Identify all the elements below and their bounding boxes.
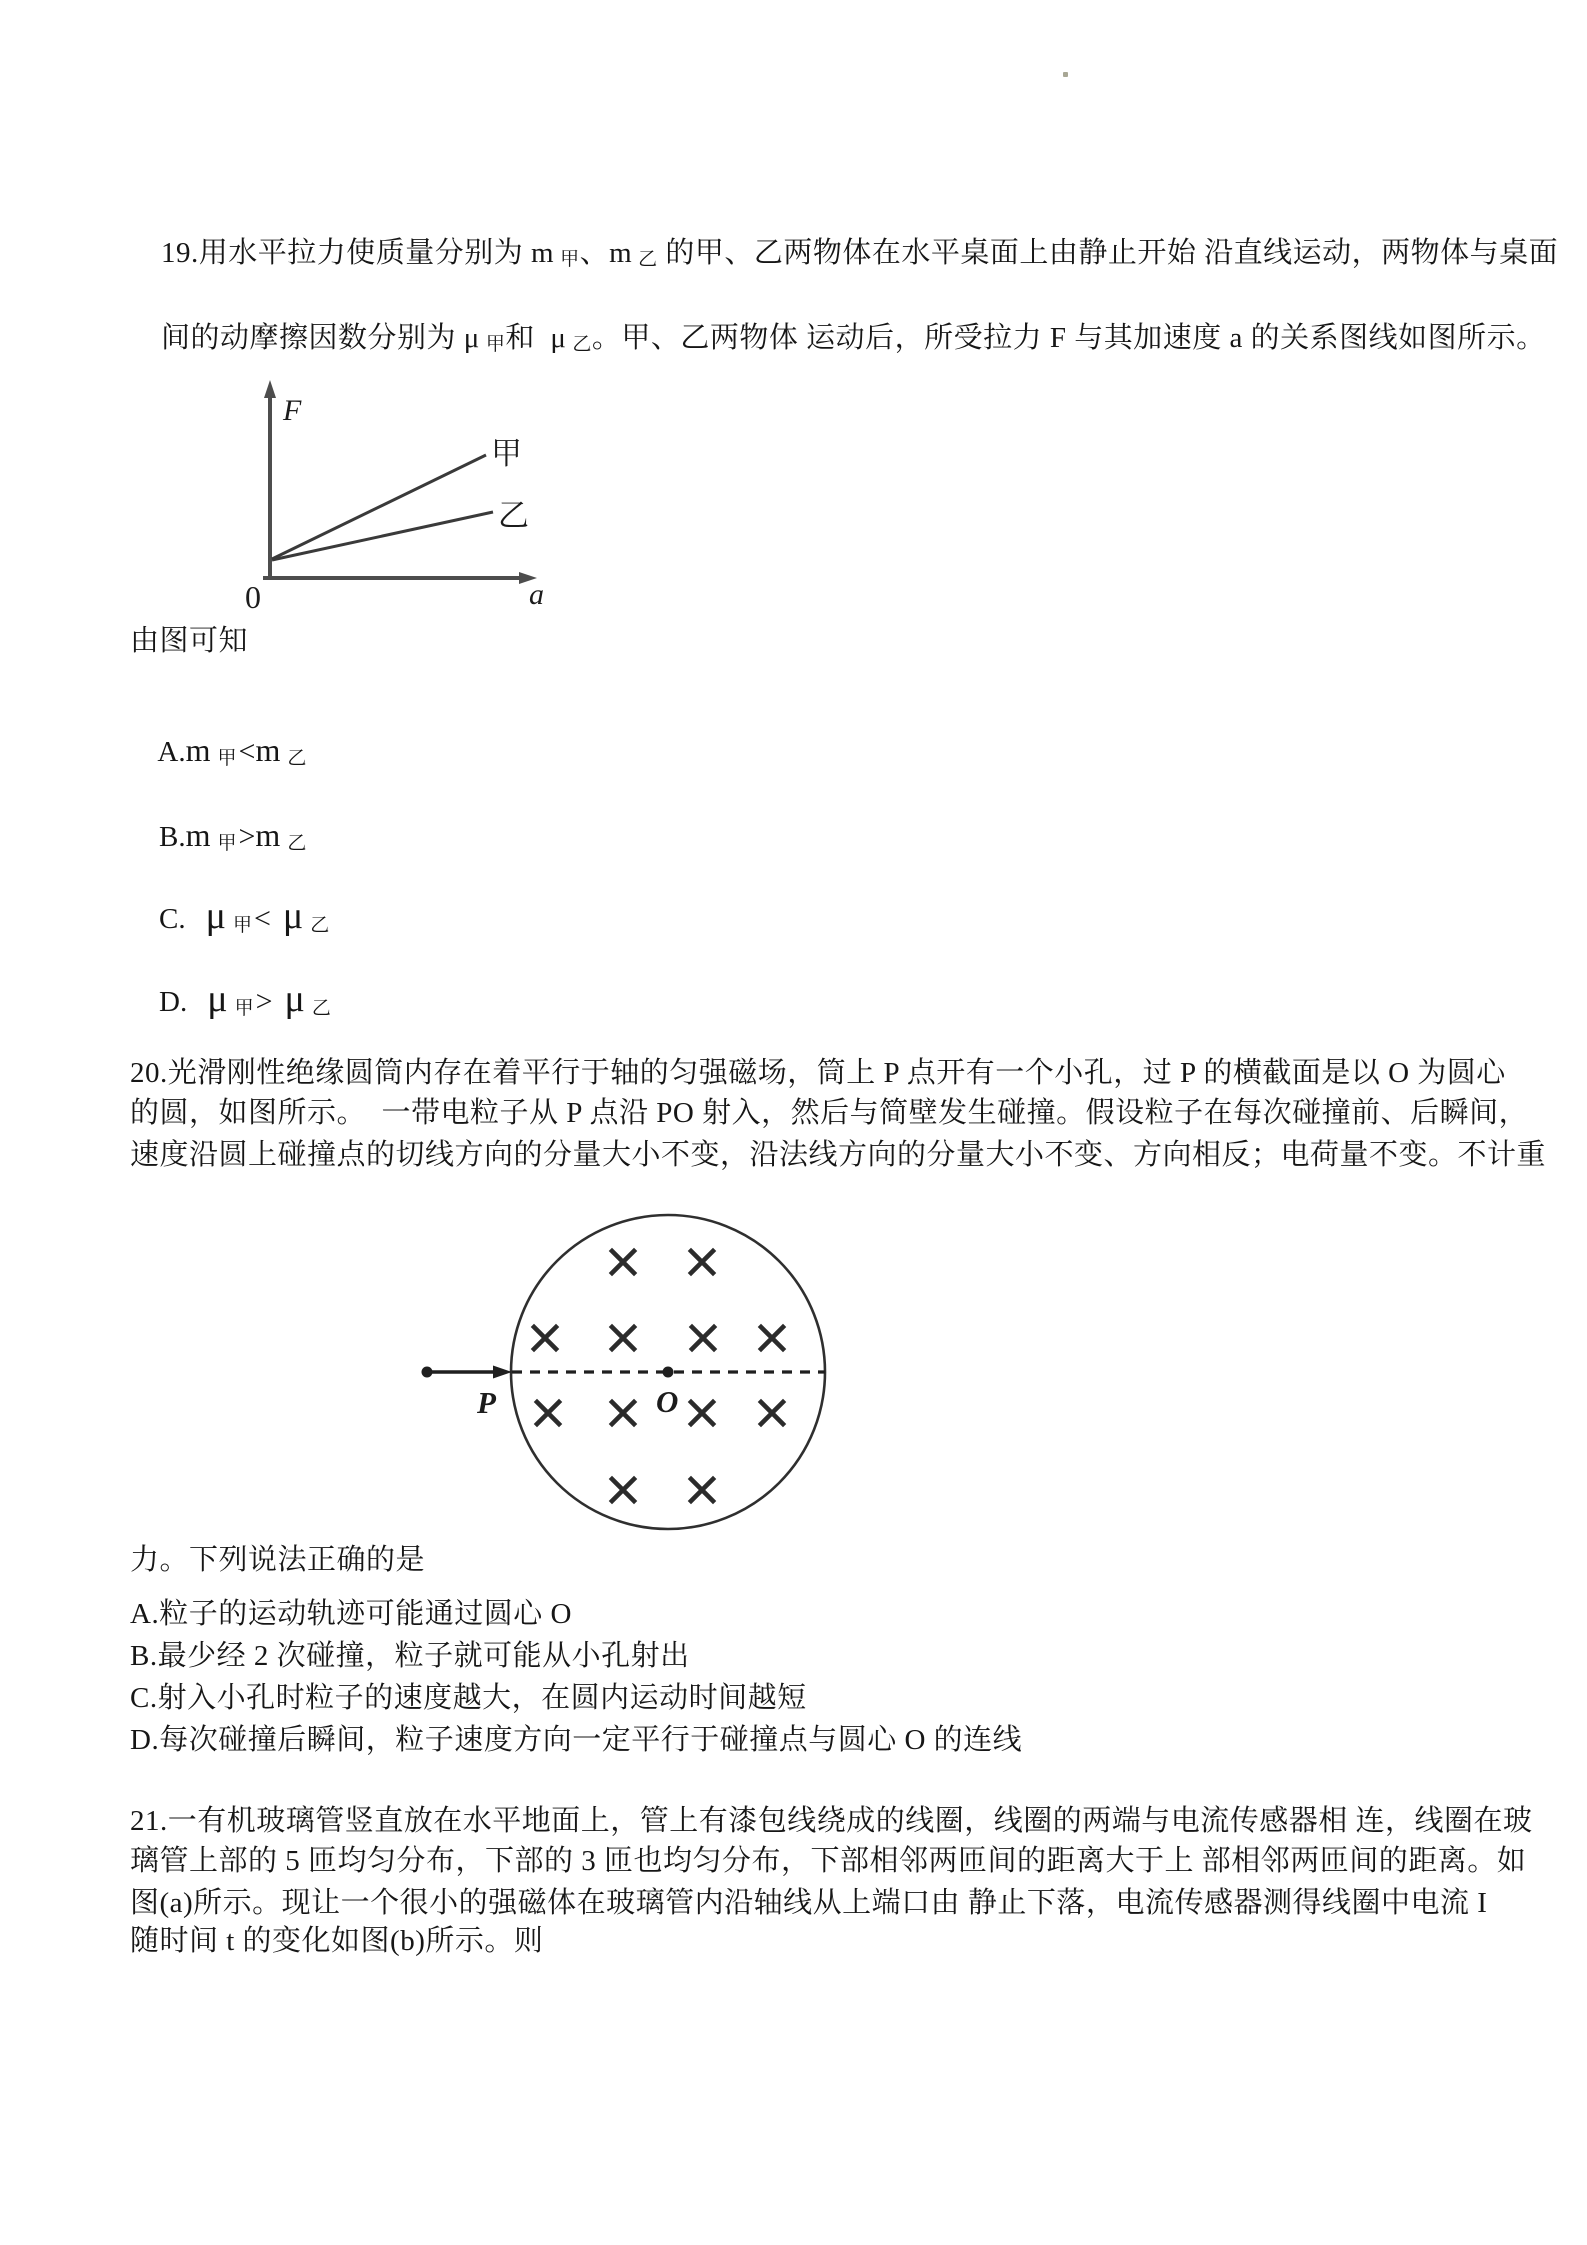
q19-stem-line2-text3: 。甲、乙两物体 运动后，所受拉力 F 与其加速度 a 的关系图线如图所示。	[591, 322, 1546, 354]
q19-stem-line1-text2: 、m	[579, 237, 633, 269]
q19-option-c-mu1: μ	[205, 895, 226, 937]
q19-option-b-var2: m	[255, 817, 281, 853]
q21-stem-line3: 图(a)所示。现让一个很小的强磁体在玻璃管内沿轴线从上端口由 静止下落，电流传感器测得线圈中电流 I	[130, 1887, 1488, 1919]
q21-stem-line1: 21.一有机玻璃管竖直放在水平地面上，管上有漆包线绕成的线圈，线圈的两端与电流传感器相 连，线圈在玻	[130, 1805, 1533, 1837]
q19-option-a-var1: m	[185, 732, 211, 768]
q19-sub-jia2: 甲	[485, 334, 506, 355]
field-cross-icon	[612, 1479, 634, 1501]
center-label: O	[656, 1384, 679, 1419]
q20-option-c: C.射入小孔时粒子的速度越大，在圆内运动时间越短	[130, 1682, 807, 1714]
q19-option-d-label: D.	[159, 986, 188, 1018]
q20-stem-line2: 的圆，如图所示。 一带电粒子从 P 点沿 PO 射入，然后与简壁发生碰撞。假设粒子在每次碰撞前、后瞬间，	[130, 1097, 1529, 1129]
q19-option-b-sub1: 甲	[217, 833, 237, 854]
q19-option-b-operator: >	[238, 820, 256, 853]
y-axis-label: F	[283, 394, 302, 427]
q20-option-a: A.粒子的运动轨迹可能通过圆心 O	[130, 1598, 572, 1630]
q19-option-d-sub1: 甲	[234, 998, 254, 1019]
q19-sub-jia: 甲	[560, 249, 580, 270]
q19-option-b-sub2: 乙	[287, 833, 307, 854]
field-into-page-crosses	[534, 1251, 783, 1501]
q19-figure-fa-graph	[185, 378, 565, 628]
field-cross-icon	[612, 1251, 634, 1273]
q19-sub-yi: 乙	[638, 249, 658, 270]
field-cross-icon	[612, 1327, 634, 1349]
q19-option-b-var1: m	[185, 817, 211, 853]
entry-arrow-head-icon	[493, 1366, 512, 1379]
x-axis-label: a	[529, 578, 544, 611]
q19-option-c-sub1: 甲	[232, 915, 252, 936]
q19-option-c-label: C.	[159, 903, 186, 935]
field-cross-icon	[761, 1327, 783, 1349]
q19-option-c-mu2: μ	[282, 895, 304, 937]
q19-option-d-sub2: 乙	[311, 998, 331, 1019]
q19-option-b-label: B.	[159, 821, 186, 853]
q19-stem-line1-text3: 的甲、乙两物体在水平桌面上由静止开始 沿直线运动，两物体与桌面	[657, 237, 1559, 269]
line-yi	[272, 512, 493, 560]
q19-option-a-sub1: 甲	[217, 748, 237, 769]
q19-option-d-operator: >	[255, 985, 273, 1018]
q20-option-d: D.每次碰撞后瞬间，粒子速度方向一定平行于碰撞点与圆心 O 的连线	[130, 1724, 1023, 1756]
q19-option-d	[130, 944, 331, 1054]
field-cross-icon	[537, 1402, 559, 1424]
q21-stem-line4: 随时间 t 的变化如图(b)所示。则	[130, 1925, 544, 1957]
q19-stem-line2-text: 间的动摩擦因数分别为 μ	[161, 322, 480, 354]
field-cross-icon	[691, 1479, 713, 1501]
field-cross-icon	[691, 1251, 713, 1273]
entry-point-label: P	[477, 1385, 496, 1420]
field-cross-icon	[691, 1402, 713, 1424]
center-dot	[663, 1367, 674, 1378]
q19-option-a-label: A.	[157, 736, 186, 768]
q19-option-c-sub2: 乙	[310, 915, 330, 936]
field-cross-icon	[534, 1327, 556, 1349]
q19-option-d-mu2: μ	[284, 978, 305, 1020]
q21-stem-line2: 璃管上部的 5 匝均匀分布，下部的 3 匝也均匀分布，下部相邻两匝间的距离大于上 部相邻两匝间的距离。如	[130, 1845, 1527, 1877]
q19-option-a-operator: <	[238, 735, 256, 768]
scan-artifact-dot	[1063, 72, 1068, 77]
q19-sub-yi2: 乙	[572, 334, 592, 355]
q19-option-c-operator: <	[253, 902, 271, 935]
q20-stem-line1: 20.光滑刚性绝缘圆筒内存在着平行于轴的匀强磁场，筒上 P 点开有一个小孔，过 P 的横截面是以 O 为圆心	[130, 1057, 1506, 1089]
q20-stem-line3: 速度沿圆上碰撞点的切线方向的分量大小不变，沿法线方向的分量大小不变、方向相反；电荷量不变。不计重	[130, 1139, 1547, 1171]
line-yi-label: 乙	[498, 498, 529, 533]
q19-prompt: 由图可知	[130, 625, 249, 657]
line-jia	[272, 455, 486, 559]
field-cross-icon	[612, 1402, 634, 1424]
q19-stem-line2-text2: 和 μ	[505, 322, 567, 354]
field-cross-icon	[761, 1402, 783, 1424]
q19-stem-line1-text: 19.用水平拉力使质量分别为 m	[161, 237, 555, 269]
fa-graph-svg	[185, 378, 565, 623]
q20-prompt: 力。下列说法正确的是	[130, 1544, 426, 1576]
line-jia-label: 甲	[491, 436, 522, 471]
q19-option-a-var2: m	[255, 732, 281, 768]
q19-option-d-mu1: μ	[207, 978, 228, 1020]
q19-option-a-sub2: 乙	[287, 748, 307, 769]
y-axis-arrowhead-icon	[264, 380, 276, 398]
field-cross-icon	[692, 1327, 714, 1349]
field-circle-svg	[415, 1205, 845, 1550]
origin-label: 0	[245, 579, 261, 615]
q20-option-b: B.最少经 2 次碰撞，粒子就可能从小孔射出	[130, 1640, 690, 1672]
q20-figure-field-circle	[415, 1205, 845, 1555]
